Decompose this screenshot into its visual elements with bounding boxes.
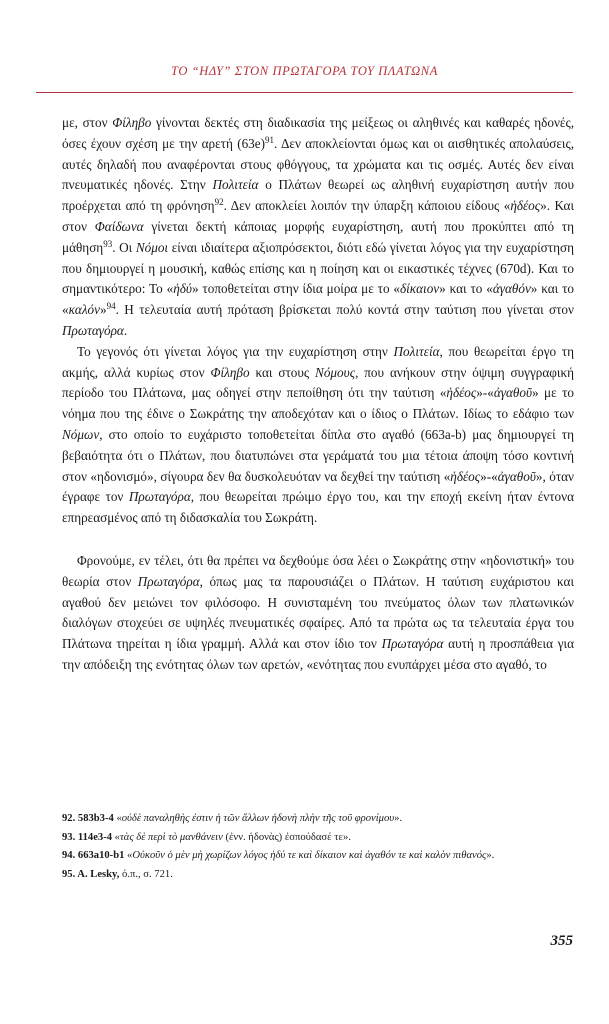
- greek-term: καλόν: [68, 302, 101, 318]
- footnote-ref-94: 94: [106, 301, 116, 312]
- paragraph-2: Το γεγονός ότι γίνεται λόγος για την ευχαρίστηση στην Πολιτεία, που θεωρείται έργο τη ακμής, αλλά κυρίως στον Φίληβο και στους Νόμους, που ανήκουν στην όψιμη συγγραφική περίοδο του Πλάτωνα, μας οδηγεί στην πεποίθηση ότι την ταύτιση «ἡδέος»-«ἀγαθοῦ» με το νόημα που της έδινε ο Σωκράτης την αποδεχόταν και ο ίδιος ο Πλάτων. Ιδίως το εδάφιο των Νόμων, στο οποίο το ευχάριστο τοποθετείται δίπλα στο αγαθό (663a-b) μας δημιουργεί τη βεβαιότητα ότι ο Πλάτων, που διατυπώνει στα γεράματά του μια τέτοια άποψη τόσο κοντινή στον «ηδονισμό», σίγουρα δεν θα δυσκολευόταν να δεχθεί την ταύτιση «ἡδέος»-«ἀγαθοῦ», όταν έγραφε τον Πρωταγόρα, που θεωρείται πρώιμο έργο του, και την εποχή εκείνη ήταν έντονα επηρεασμένος από τη διδασκαλία του Σωκράτη.: [62, 343, 575, 526]
- body-text: [62, 113, 574, 676]
- work-title: Πρωταγόρα: [128, 489, 191, 505]
- work-title: Φίληβο: [112, 115, 152, 130]
- page-number: 355: [550, 933, 573, 949]
- greek-term: ἀγαθόν: [492, 281, 531, 297]
- work-title: Νόμοι: [135, 239, 169, 255]
- greek-term: ἀγαθοῦ: [493, 385, 533, 401]
- work-title: Πρωταγόρα: [62, 322, 124, 338]
- work-title: Φαίδωνα: [94, 218, 144, 234]
- greek-term: ἡδέος: [510, 198, 541, 214]
- footnote-ref-93: 93: [103, 238, 113, 249]
- greek-term: δίκαιον: [400, 281, 440, 297]
- footnote-93: 93. 114e3-4 «τὰς δὲ περὶ τὸ μανθάνειν (ἐνν. ἡδονὰς) ἐσπούδασέ τε».: [62, 831, 351, 843]
- footnote-ref-92: 92: [214, 197, 224, 208]
- greek-term: ἡδέος: [446, 385, 477, 401]
- paragraph-1: με, στον Φίληβο γίνονται δεκτές στη διαδικασία της μείξεως οι αληθινές και καθαρές ηδονές, όσες έχουν σχέση με την αρετή $(63e)^{91}$. Δεν αποκλείονται όμως και οι αισθητικές απολαύσεις, αυτές δηλαδή που αναφέρονται στους φθόγγους, τα χρώματα και τις οσμές. Αυτές δεν είναι πνευματικές ηδονές. Στην Πολιτεία ο Πλάτων θεωρεί ως αληθινή ευχαρίστηση αυτήν που προέρχεται από τη φρόνηση$^{92}$. Δεν αποκλείει λοιπόν την ύπαρξη κάποιου είδους «ἡδέος». Και στον Φαίδωνα γίνεται δεκτή κάποιας μορφής ευχαρίστηση, αυτή που προκύπτει από τη μάθηση$^{93}$. Οι Νόμοι είναι ιδιαίτερα αξιοπρόσεκτοι, διότι εδώ γίνεται λόγος για την ευχαρίστηση που δημιουργεί η μουσική, καθώς επίσης και η ποίηση και οι εικαστικές τέχνες (670d). Και το σημαντικότερο: Το «ἡδύ» τοποθετείται στην ίδια μοίρα με το «δίκαιον» και το «ἀγαθόν» και το «καλόν»$^{94}$. Η τελευταία αυτή πρόταση βρίσκεται πολύ κοντά στην ταύτιση που γίνεται στον Πρωταγόρα.: [62, 115, 575, 338]
- footnote-ref-91: 91: [265, 134, 275, 145]
- work-title: Πρωταγόρα: [137, 573, 200, 589]
- work-title: Πρωταγόρα: [381, 636, 444, 652]
- greek-term: ἡδύ: [173, 281, 192, 297]
- footnote-95: 95. A. Lesky, ό.π., σ. 721.: [62, 868, 173, 880]
- footnote-94: 94. 663a10-b1 «Οὐκοῦν ὁ μὲν μὴ χωρίζων λόγος ἡδύ τε καὶ δίκαιον καὶ ἀγαθόν τε καὶ καλὸν πιθανός».: [62, 850, 495, 862]
- work-title: Νόμων: [62, 426, 100, 442]
- header-divider: [36, 92, 573, 93]
- footnotes: [62, 810, 574, 884]
- greek-term: ἀγαθοῦ: [497, 468, 536, 484]
- work-title: Νόμους: [315, 364, 356, 380]
- work-title: Πολιτεία: [393, 343, 440, 359]
- running-head: ΤΟ “ΗΔΥ” ΣΤΟΝ ΠΡΩΤΑΓΟΡΑ ΤΟΥ ΠΛΑΤΩΝΑ: [171, 64, 438, 78]
- work-title: Φίληβο: [210, 364, 250, 380]
- footnote-92: 92. 583b3-4 «οὐδὲ παναληθὴς ἐστιν ἡ τῶν ἄλλων ἡδονὴ πλὴν τῆς τοῦ φρονίμου».: [62, 813, 403, 824]
- work-title: Πολιτεία: [212, 177, 259, 193]
- paragraph-3: Φρονούμε, εν τέλει, ότι θα πρέπει να δεχθούμε όσα λέει ο Σωκράτης στην «ηδονιστική» του θεωρία στον Πρωταγόρα, όπως μας τα παρουσιάζει ο Πλάτων. Η ταύτιση ευχάριστου και αγαθού δεν μειώνει τον φιλόσοφο. Η συνισταμένη του πνεύματος όλων των πλατωνικών διαλόγων στοχεύει σε υψηλές πνευματικές σφαίρες. Από τα πρώτα ως τα τελευταία έργα του Πλάτωνα τηρείται η ίδια γραμμή. Αλλά και στον ίδιο τον Πρωταγόρα αυτή η προσπάθεια για την απόδειξη της ενότητας όλων των αρετών, «ενότητας που ενυπάρχει μέσα στο αγαθό, το: [62, 552, 574, 672]
- greek-term: ἡδέος: [450, 468, 481, 484]
